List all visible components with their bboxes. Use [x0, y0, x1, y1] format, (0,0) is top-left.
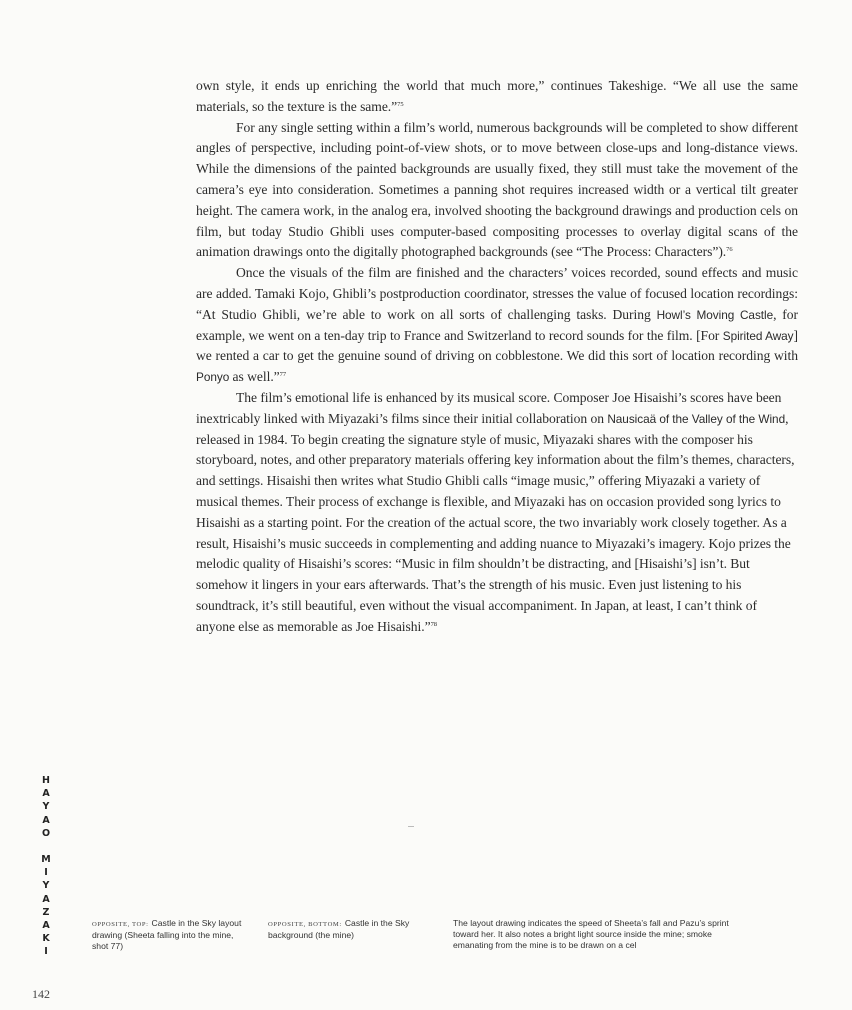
- film-title: Nausicaä of the Valley of the Wind: [607, 411, 786, 426]
- spine-letter: Z: [42, 906, 50, 918]
- spine-letter: H: [42, 775, 50, 786]
- paragraph-music: [196, 388, 798, 638]
- paragraph-backgrounds: [196, 118, 798, 264]
- footnote-ref: 75: [397, 100, 404, 108]
- paragraph-intro: [196, 76, 798, 118]
- text-run: , released in 1984. To begin creating the signature style of music, Miyazaki shares with the composer his storyboard, notes, and other preparatory materials offering key information about the film’s themes, characters, and settings. Hisaishi then writes what Studio Ghibli calls “image music,” offering Miyazaki a variety of musical themes. Their process of exchange is flexible, and Miyazaki has on occasion provided song lyrics to Hisaishi as a starting point. For the creation of the actual score, the two invariably work closely together. As a result, Hisaishi’s music succeeds in complementing and adding nuance to Miyazaki’s imagery. Kojo prizes the melodic quality of Hisaishi’s scores: “Music in film shouldn’t be distracting, and [Hisaishi’s] isn’t. But somehow it lingers in your ears afterwards. That’s the strength of his music. Even just listening to his soundtrack, it’s still beautiful, even without the visual accompaniment. In Japan, at least, I can’t think of anyone else as memorable as Joe Hisaishi.”: [196, 410, 795, 634]
- spine-letter: Y: [42, 880, 50, 892]
- scan-speck: [408, 826, 414, 827]
- spine-letter: K: [42, 933, 50, 945]
- spine-first-name: [39, 774, 53, 840]
- text-run: , for example, we went on a ten-day trip to France and Switzerland to record sounds for the film. [For: [196, 306, 799, 343]
- spine-last-name: [39, 853, 53, 959]
- paragraph-sound: [196, 263, 798, 388]
- text-run: For any single setting within a film’s world, numerous backgrounds will be completed to show different angles of perspective, including point-of-view shots, or to move between close-ups and long-distance views. While the dimensions of the painted backgrounds are usually fixed, they still must take the movement of the camera’s eye into consideration. Sometimes a panning shot requires increased width or a vertical tilt greater height. The camera work, in the analog era, involved shooting the background drawings and production cels on film, but today Studio Ghibli uses computer-based compositing processes to overlay digital scans of the animation drawings onto the digitally photographed backgrounds (see “The Process: Characters”).: [196, 119, 798, 260]
- footnote-ref: 76: [726, 246, 733, 254]
- spine-letter: I: [44, 867, 48, 879]
- body-text: [196, 76, 798, 638]
- footnote-ref: 77: [279, 371, 287, 379]
- spine-letter: A: [42, 814, 50, 826]
- text-run: as well.”: [229, 369, 280, 385]
- spine-letter: O: [41, 827, 51, 839]
- caption-text: Castle in the Sky layout drawing (Sheeta falling into the mine, shot 77): [92, 918, 242, 951]
- spine-letter: A: [42, 788, 50, 800]
- caption-opposite-bottom: [268, 918, 438, 941]
- page-number: 142: [32, 987, 50, 1001]
- text-run: Once the visuals of the film are finished and the characters’ voices recorded, sound effects and music are added. Tamaki Kojo, Ghibli’s postproduction coordinator, stresses the value of focused location recordings: “At Studio Ghibli, we’re able to work on all sorts of challenging tasks. During: [196, 265, 798, 322]
- caption-label: OPPOSITE, BOTTOM:: [268, 921, 342, 928]
- spine-letter: Y: [42, 801, 50, 813]
- spine-letter: I: [44, 946, 48, 958]
- caption-layout-note: [453, 918, 753, 951]
- caption-text: The layout drawing indicates the speed of Sheeta’s fall and Pazu’s sprint toward her. It also notes a bright light source inside the mine; smoke emanating from the mine is to be drawn on a cel: [453, 918, 729, 950]
- caption-text: Castle in the Sky background (the mine): [268, 918, 410, 940]
- caption-label: OPPOSITE, TOP:: [92, 921, 149, 928]
- film-title: Spirited Away: [722, 328, 794, 343]
- footnote-ref: 78: [430, 620, 437, 628]
- text-run: own style, it ends up enriching the world that much more,” continues Takeshige. “We all use the same materials, so the texture is the same.”: [196, 78, 798, 114]
- spine-author-name: [39, 774, 53, 959]
- film-title: Ponyo: [196, 370, 230, 385]
- spine-letter: A: [42, 893, 50, 905]
- text-run: The film’s emotional life is enhanced by its musical score. Composer Joe Hisaishi’s scores have been inextricably linked with Miyazaki’s films since their initial collaboration on: [196, 389, 782, 426]
- caption-opposite-top: [92, 918, 242, 952]
- spine-letter: M: [41, 854, 51, 866]
- spine-letter: A: [42, 920, 50, 932]
- text-run: ] we rented a car to get the genuine sound of driving on cobblestone. We did this sort of location recording with: [196, 327, 799, 364]
- film-title: Howl’s Moving Castle: [656, 307, 774, 322]
